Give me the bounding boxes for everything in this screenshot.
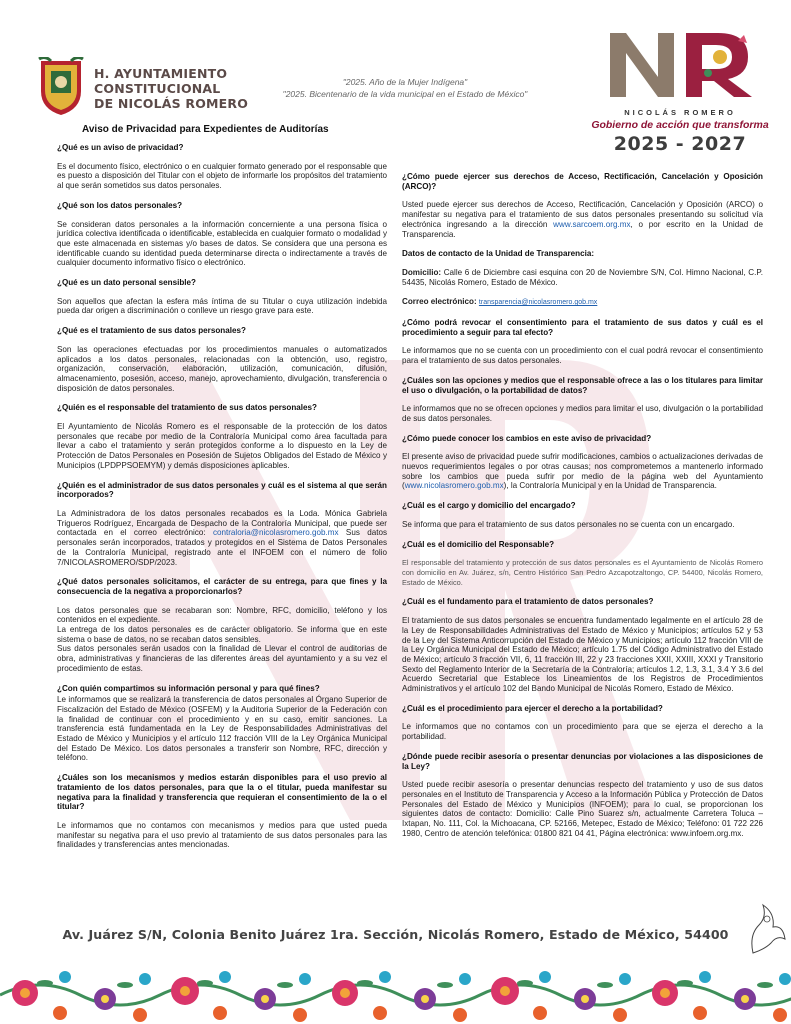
question-heading: ¿Cuál es el fundamento para el tratamiento de datos personales?	[402, 597, 654, 607]
motto-2: "2025. Bicentenario de la vida municipal en el Estado de México"	[282, 89, 528, 99]
answer-paragraph: Se consideran datos personales a la información concerniente a una persona física o jurídica colectiva identificada o identificable, establecida en cualquier formato o modalidad y que este almacenada en sistemas y/o bases de datos. Se considera que una persona es identificable cuando su identidad pueda determinarse directa o indirectamente a través de cualquier documento informativo físico o electrónico.	[57, 219, 387, 268]
sarcoem-link[interactable]: www.sarcoem.org.mx	[553, 219, 631, 229]
answer-paragraph: Le informamos que no se cuenta con un procedimiento con el cual podrá revocar el consentimiento para el tratamiento de sus datos personales.	[402, 346, 763, 366]
email-label: Correo electrónico:	[402, 297, 477, 307]
question-heading: ¿Dónde puede recibir asesoría o presentar denuncias por violaciones a las disposiciones de la Ley?	[402, 751, 763, 771]
answer-line: Los datos personales que se recabaran son: Nombre, RFC, domicilio, teléfono y los contenidos en el expediente.	[57, 605, 387, 625]
address-paragraph	[402, 268, 763, 287]
answer-paragraph: Le informamos que no contamos con mecanismos y medios para que usted pueda manifestar su negativa para el uso previo al tratamiento de sus datos personales para las finalidades y transferencias antes mencionadas.	[57, 820, 387, 850]
motto-1: "2025. Año de la Mujer Indígena"	[342, 77, 468, 87]
answer-paragraph: Le informamos que no se ofrecen opciones y medios para limitar el uso, divulgación o la portabilidad de sus datos personales.	[402, 404, 763, 423]
answer-text: La Administradora de los datos personales recabados es la Loda. Mónica Gabriela Trigueros Rodríguez, Encargada de Despacho de la Contraloría Municipal, que puede ser contactada en el correo electrónico:	[57, 508, 387, 538]
question-heading: ¿Qué es un dato personal sensible?	[57, 278, 196, 288]
answer-block	[57, 606, 387, 674]
answer-paragraph: Son aquellos que afectan la esfera más íntima de su Titular o cuya utilización indebida pueda dar origen a discriminación o conlleve un riesgo grave para este.	[57, 296, 387, 316]
answer-paragraph	[402, 200, 763, 239]
answer-text: ), la Contraloría Municipal y en la Unidad de Transparencia.	[503, 481, 717, 491]
answer-paragraph: Le informamos que no contamos con un procedimiento para que se ejerza el derecho a la portabilidad.	[402, 722, 763, 742]
answer-paragraph: El Ayuntamiento de Nicolás Romero es el responsable de la protección de los datos personales que recabe por medio de la Contraloría Municipal como área facultada para llevar a cabo el tratamiento y serán protegidos conforme a lo dispuesto en la Ley de Protección de Datos Personales en Posesión de Sujetos Obligados del Estado de México y Municipios (LPDPPSOEMYM) y demás disposiciones aplicables.	[57, 422, 387, 470]
page-header	[0, 0, 791, 160]
answer-paragraph: Se informa que para el tratamiento de sus datos personales no se cuenta con un encargado.	[402, 519, 735, 529]
address-label: Domicilio:	[402, 267, 442, 277]
question-heading: ¿Cuál es el cargo y domicilio del encargado?	[402, 501, 576, 511]
answer-paragraph: El responsable del tratamiento y protección de sus datos personales es el Ayuntamiento de Nicolás Romero con domicilio en Av. Juárez, s/n, Centro Histórico San Pedro Azcapotzaltongo, CP. 54400, Nicolás Romero, Estado de México.	[402, 558, 763, 587]
answer-paragraph: Le informamos que se realizará la transferencia de datos personales al Órgano Superior de Fiscalización del Estado de México (OSFEM) y la Auditoria Superior de la Federación con la finalidad de continuar con el procedimiento y en su caso, emitir sanciones. La transferencia está fundamentada en la Ley de Responsabilidades Administrativas del Estado de México y Municipios y el artículo 112 fracción VIII de la Ley Orgánica Municipal del Estado De México. Los datos personales a transferir son Nombre, RFC, dirección y teléfono.	[57, 695, 387, 763]
contact-heading: Datos de contacto de la Unidad de Transparencia:	[402, 249, 595, 259]
address-text: Calle 6 de Diciembre casi esquina con 20 de Noviembre S/N, Col. Himno Nacional, C.P. 54435, Nicolás Romero, Estado de México.	[402, 267, 763, 287]
org-line-2: CONSTITUCIONAL	[94, 81, 221, 96]
question-heading: ¿Qué es el tratamiento de sus datos personales?	[57, 326, 246, 336]
answer-line: Sus datos personales serán usados con la finalidad de Llevar el control de auditorias de obra, administrativas y financieras de las diferentes áreas del ayuntamiento y a su vez el procedimiento de estas.	[57, 644, 387, 673]
org-line-3: DE NICOLÁS ROMERO	[94, 96, 249, 111]
floral-border-icon	[0, 955, 791, 1024]
question-heading: ¿Cuáles son los mecanismos y medios estarán disponibles para el uso previo al tratamiento de los datos personales, para que la o el titular, pueda manifestar su negativa para la finalidad y transferencia que requieran el consentimiento de la o el titular?	[57, 773, 387, 812]
org-line-1: H. AYUNTAMIENTO	[94, 66, 228, 81]
decorative-sketch-icon	[745, 895, 789, 955]
brand-block	[580, 108, 780, 155]
question-heading: ¿Quién es el responsable del tratamiento de sus datos personales?	[57, 403, 317, 413]
email-paragraph	[402, 297, 763, 308]
question-heading: ¿Cuál es el procedimiento para ejercer el derecho a la portabilidad?	[402, 703, 663, 713]
answer-text: El presente aviso de privacidad puede sufrir modificaciones, cambios o actualizaciones derivadas de nuevos requerimientos legales o por otras causas; nos comprometemos a mantenerlo informado sobre los cambios que pueda sufrir por medio de la página web del Ayuntamiento (	[402, 452, 763, 491]
footer-address: Av. Juárez S/N, Colonia Benito Juárez 1ra. Sección, Nicolás Romero, Estado de México, 54400	[62, 927, 729, 942]
answer-text: , o por escrito en la Unidad de Transparencia.	[402, 219, 763, 239]
left-column	[57, 143, 387, 860]
brand-tagline: Gobierno de acción que transforma	[591, 119, 769, 131]
brand-years: 2025 - 2027	[613, 133, 747, 155]
brand-name: NICOLÁS ROMERO	[624, 108, 736, 117]
question-heading: ¿Cómo puede conocer los cambios en este aviso de privacidad?	[402, 433, 652, 443]
question-heading: ¿Qué datos personales solicitamos, el carácter de su entrega, para que fines y la consecuencia de la negativa a proporcionarlos?	[57, 577, 387, 596]
answer-paragraph	[57, 509, 387, 567]
municipal-seal-icon	[35, 57, 87, 117]
mottos	[245, 76, 565, 100]
question-heading: ¿Cómo podrá revocar el consentimiento para el tratamiento de sus datos y cuál es el procedimiento a seguir para tal efecto?	[402, 318, 763, 337]
answer-paragraph	[402, 452, 763, 491]
document-title: Aviso de Privacidad para Expedientes de Auditorías	[82, 124, 329, 135]
right-column	[402, 172, 763, 848]
answer-text: Sus datos personales serán incorporados, tratados y protegidos en el Sistema de Datos Personales de la Contraloría Municipal, registrado ante el INFOEM con el número de folio 7/NICOLASROMERO/SDP/2023.	[57, 528, 388, 567]
contraloria-email-link[interactable]: contraloria@nicolasromero.gob.mx	[212, 528, 339, 538]
question-heading: ¿Quién es el administrador de sus datos personales y cuál es el sistema al que serán incorporados?	[57, 480, 387, 500]
answer-line: La entrega de los datos personales es de carácter obligatorio. Se informa que en este sistema o base de datos, no se recaban datos sensibles.	[57, 625, 387, 644]
question-heading: ¿Qué es un aviso de privacidad?	[57, 143, 184, 152]
question-heading: ¿Cuáles son las opciones y medios que el responsable ofrece a las o los titulares para limitar el uso o divulgación, o la portabilidad de datos?	[402, 375, 763, 395]
nr-logo-icon	[588, 25, 773, 100]
answer-paragraph: El tratamiento de sus datos personales se encuentra fundamentado legalmente en el artículo 28 de la Ley de Responsabilidades Administrativas del Estado de México y Municipios; artículos 52 y 53 de la Ley del Sistema Anticorrupción del Estado de México y Municipios; artículo 112 fracción VIII de la Ley Orgánica Municipal del Estado de México; artículo 1.75 del Código Administrativo del Estado de México; artículo 3 fracción VII, 6, 11 fracción III, 22 y 23 fracciones XXII, XXIII, XXXI y Transitorio Sexto del Reglamento Interior de la Secretaría de la Contraloría; artículos 1.2, 1.3, 3.1, 3.4 Y 3.6 del Acuerdo Secretarial que Establece los Lineamientos de los Registros de Procedimientos Administrativos y el artículo 102 del Bando Municipal de Nicolás Romero, Estado de México.	[402, 616, 763, 694]
website-link[interactable]: www.nicolasromero.gob.mx	[404, 481, 504, 491]
question-heading: ¿Cómo puede ejercer sus derechos de Acceso, Rectificación, Cancelación y Oposición (ARCO)?	[402, 172, 763, 191]
question-heading: ¿Qué son los datos personales?	[57, 200, 183, 210]
organization-name	[94, 66, 248, 111]
transparency-email-link[interactable]: transparencia@nicolasromero.gob.mx	[478, 299, 598, 307]
answer-text: Usted puede ejercer sus derechos de Acceso, Rectificación, Cancelación y Oposición (ARCO) o manifestar su negativa para el tratamiento de sus datos personales presentando su solicitud vía electrónica ingresando a la dirección	[402, 200, 763, 229]
answer-paragraph: Es el documento físico, electrónico o en cualquier formato generado por el responsable que es puesto a disposición del Titular con el objeto de informarle los propósitos del tratamiento al que serán sometidos sus datos personales.	[57, 161, 387, 191]
answer-paragraph: Usted puede recibir asesoría o presentar denuncias respecto del tratamiento y uso de sus datos personales en el Instituto de Transparencia y Acceso a la Información Pública y Protección de Datos Personales del Estado de México y Municipios (INFOEM); para lo cual, se proporcionan los siguientes datos de contacto: Domicilio: Calle Pino Suarez s/n, actualmente Carretera Toluca – Ixtapan, No. 111, Col. la Michoacana, CP. 52166, Metepec, Estado de México; Teléfono: 01 722 226 1980, Centro de atención telefónica: 01800 821 04 41, Página electrónica: www.infoem.org.mx.	[402, 780, 763, 838]
question-heading: ¿Cuál es el domicilio del Responsable?	[402, 539, 555, 549]
answer-paragraph: Son las operaciones efectuadas por los procedimientos manuales o automatizados aplicados a los datos personales, relacionadas con la obtención, uso, registro, organización, conservación, elaboración, utilización, comunicación, difusión, almacenamiento, posesión, acceso, manejo, aprovechamiento, divulgación, transferencia o disposición de datos personales.	[57, 344, 387, 393]
question-heading: ¿Con quién compartimos su información personal y para qué fines?	[57, 683, 320, 693]
